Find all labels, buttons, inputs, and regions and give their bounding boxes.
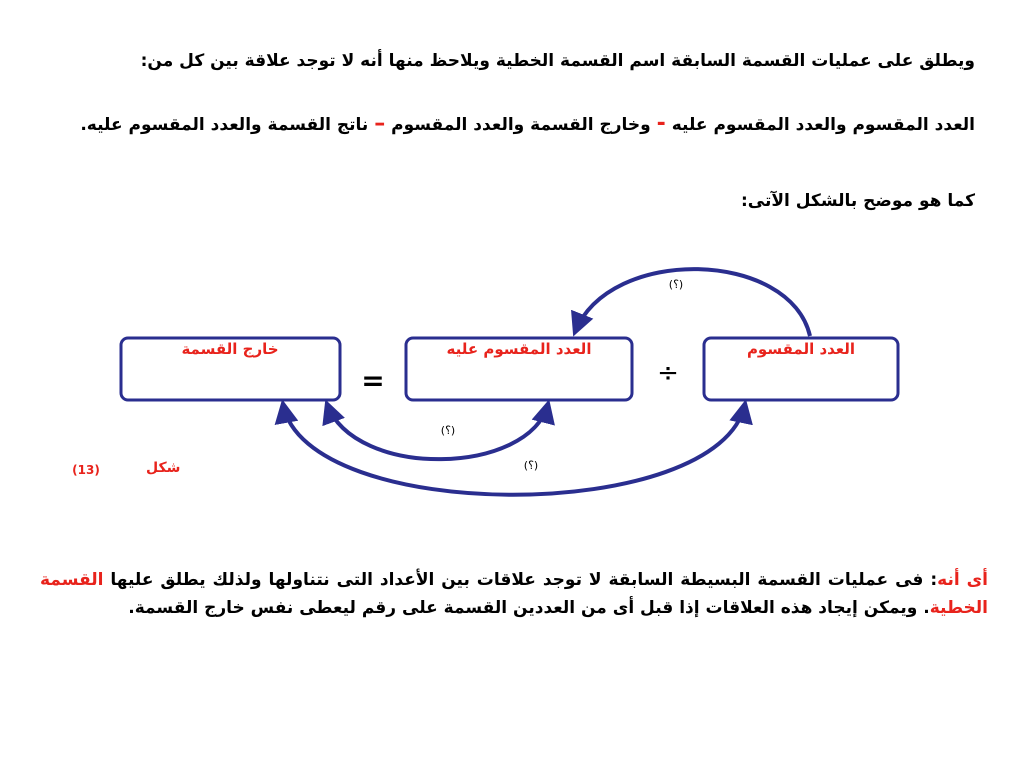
dividend-label: العدد المقسوم [746,340,856,358]
top-relation-mark: (؟) [668,278,684,291]
division-sign: ÷ [657,358,679,388]
relation-part-3: ناتج القسمة والعدد المقسوم عليه. [80,115,369,135]
linear-division-term: القسمة الخطية [40,570,988,618]
outer-relation-mark: (؟) [523,459,539,472]
intro-text: ويطلق على عمليات القسمة السابقة اسم القسمة الخطية ويلاحظ منها أنه لا توجد علاقة بين كل من: [140,51,975,71]
relation-separator-2: – [374,111,386,136]
relation-part-2: وخارج القسمة والعدد المقسوم [391,115,651,135]
figure-number: (13) [72,463,100,477]
figure-label: شكل [146,460,181,476]
equals-sign: = [361,364,385,397]
division-relations-diagram [0,250,1024,510]
top-relation-arrow [575,269,810,336]
figure-intro-text: كما هو موضح بالشكل الآتى: [740,191,975,211]
conclusion-paragraph [40,566,988,622]
relation-separator-1: - [656,111,666,136]
conclusion-text-2: . ويمكن إيجاد هذه العلاقات إذا قبل أى من العددين القسمة على رقم ليعطى نفس خارج القسمة. [128,598,930,618]
outer-relation-arrow [283,404,745,495]
relations-paragraph [40,110,975,139]
conclusion-lead: أى أنه [937,570,988,590]
conclusion-text-1: : فى عمليات القسمة البسيطة السابقة لا توجد علاقات بين الأعداد التى نتناولها ولذلك يطلق عليها [103,570,938,590]
divisor-label: العدد المقسوم عليه [446,340,592,358]
relation-part-1: العدد المقسوم والعدد المقسوم عليه [671,115,975,135]
quotient-label: خارج القسمة [181,340,279,358]
intro-paragraph [40,48,975,75]
figure-intro-paragraph [40,188,975,215]
inner-relation-arrow [327,404,548,459]
inner-relation-mark: (؟) [440,424,456,437]
